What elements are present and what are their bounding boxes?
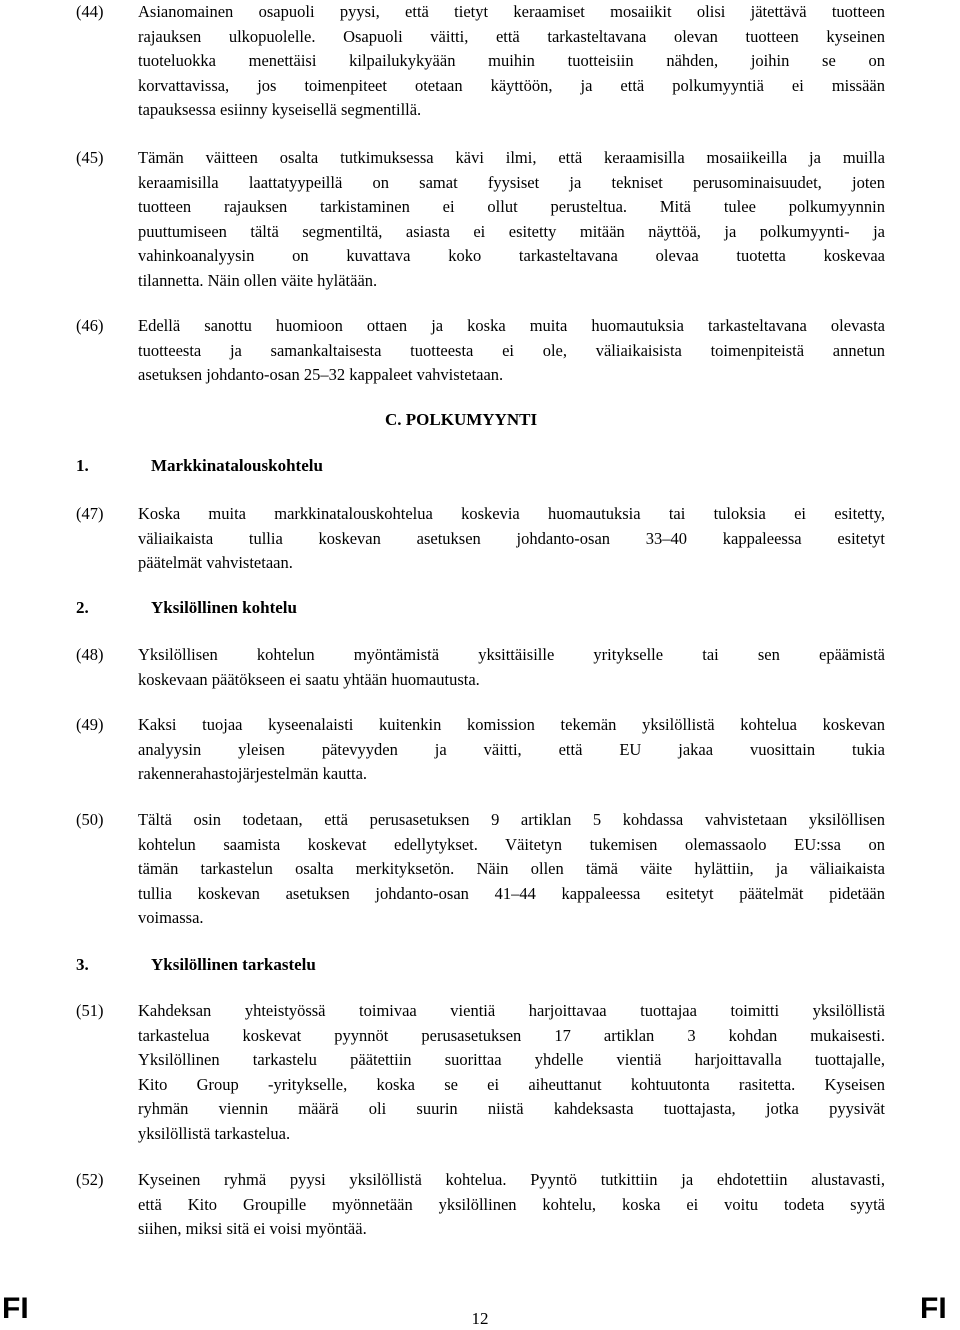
- text-line: Kito Group -yritykselle, koska se ei aiheuttanut kohtuutonta rasitetta. Kyseisen: [138, 1074, 885, 1094]
- paragraph-number: (51): [76, 1001, 104, 1020]
- paragraph-number: (45): [76, 148, 104, 167]
- paragraph-text: [138, 713, 885, 787]
- paragraph-45: [76, 146, 886, 294]
- paragraph-text: [138, 0, 885, 123]
- paragraph-48: [76, 643, 886, 693]
- paragraph-text: [138, 643, 885, 692]
- text-line: keraamisilla laattatyypeillä on samat fyysiset ja tekniset perusominaisuudet, joten: [138, 172, 885, 192]
- text-line: tilannetta. Näin ollen väite hylätään.: [138, 270, 378, 290]
- text-line: tapauksessa esiinny kyseisellä segmentillä.: [138, 100, 422, 119]
- text-line: Asianomainen osapuoli pyysi, että tietyt keraamiset mosaiikit olisi jätettävä tuotteen: [138, 2, 885, 21]
- text-line: ryhmän viennin määrä oli suurin niistä kahdeksasta tuottajasta, jotka pyysivät: [138, 1099, 885, 1118]
- heading-number: 2.: [76, 598, 89, 617]
- text-line: puuttumiseen tältä segmentiltä, asiasta ei esitetty mitään näyttöä, ja polkumyynti- ja: [138, 221, 885, 241]
- text-line: rajauksen ulkopuolelle. Osapuoli väitti, että tarkasteltavana olevan tuotteen kyseinen: [138, 26, 885, 46]
- text-line: Tämän väitteen osalta tutkimuksessa kävi ilmi, että keraamisilla mosaiikeilla ja muilla: [138, 148, 885, 167]
- paragraph-number: (48): [76, 645, 104, 664]
- heading-text: Yksilöllinen kohtelu: [151, 598, 297, 617]
- text-line: Kaksi tuojaa kyseenalaisti kuitenkin komission tekemän yksilöllistä kohtelua koskevan: [138, 715, 885, 734]
- text-line: Koska muita markkinatalouskohtelua koskevia huomautuksia tai tuloksia ei esitetty,: [138, 504, 885, 523]
- paragraph-50: [76, 808, 886, 932]
- text-line: tullia koskevan asetuksen johdanto-osan 41–44 kappaleessa esitetyt päätelmät pidetään: [138, 883, 885, 903]
- text-line: Kahdeksan yhteistyössä toimivaa vientiä harjoittavaa tuottajaa toimitti yksilöllistä: [138, 1001, 885, 1020]
- paragraph-51: [76, 999, 886, 1147]
- text-line: tämän tarkastelun osalta merkityksetön. Näin ollen tämä väite hylättiin, ja väliaikaista: [138, 859, 885, 878]
- page-number: 12: [471, 1309, 489, 1328]
- text-line: tarkastelua koskevat pyynnöt perusasetuksen 17 artiklan 3 kohdan mukaisesti.: [138, 1025, 885, 1045]
- paragraph-49: [76, 713, 886, 789]
- paragraph-number: (46): [76, 316, 104, 335]
- text-line: rakennerahastojärjestelmän kautta.: [138, 764, 368, 783]
- text-line: Tältä osin todetaan, että perusasetuksen 9 artiklan 5 kohdassa vahvistetaan yksilöllisen: [138, 810, 885, 829]
- paragraph-46: [76, 314, 886, 390]
- text-line: päätelmät vahvistetaan.: [138, 553, 293, 572]
- paragraph-text: [138, 808, 885, 931]
- paragraph-number: (49): [76, 715, 104, 734]
- paragraph-number: (47): [76, 504, 104, 523]
- heading-yksilollinen-tarkastelu: [76, 953, 576, 977]
- footer-language-right: FI: [920, 1292, 947, 1325]
- footer-language-left: FI: [2, 1292, 29, 1325]
- paragraph-text: [138, 1168, 885, 1242]
- paragraph-text: [138, 999, 885, 1146]
- text-line: korvattavissa, jos toimenpiteet otetaan käyttöön, ja että polkumyyntiä ei missään: [138, 75, 885, 95]
- paragraph-number: (44): [76, 2, 104, 21]
- text-line: siihen, miksi sitä ei voisi myöntää.: [138, 1219, 367, 1238]
- heading-yksilollinen-kohtelu: [76, 596, 576, 620]
- text-line: väliaikaista tullia koskevan asetuksen johdanto-osan 33–40 kappaleessa esitetyt: [138, 528, 885, 548]
- text-line: tuotteen rajauksen tarkistaminen ei ollut perusteltua. Mitä tulee polkumyynnin: [138, 197, 885, 216]
- paragraph-number: (50): [76, 810, 104, 829]
- text-line: tuoteluokka menettäisi kilpailukykyään muihin tuotteisiin nähden, joihin se on: [138, 51, 885, 70]
- section-title: C. POLKUMYYNTI: [385, 410, 538, 429]
- paragraph-text: [138, 502, 885, 576]
- text-line: analyysin yleisen pätevyyden ja väitti, että EU jakaa vuosittain tukia: [138, 739, 885, 759]
- paragraph-number: (52): [76, 1170, 104, 1189]
- text-line: Kyseinen ryhmä pyysi yksilöllistä kohtelua. Pyyntö tutkittiin ja ehdotettiin alustavasti,: [138, 1170, 885, 1189]
- text-line: tuotteesta ja samankaltaisesta tuotteesta ei ole, väliaikaisista toimenpiteistä annetun: [138, 340, 885, 360]
- paragraph-44: [76, 0, 886, 124]
- paragraph-47: [76, 502, 886, 578]
- text-line: kohtelun saamista koskevat edellytykset. Väitetyn tukemisen olemassaolo EU:ssa on: [138, 834, 885, 854]
- text-line: Edellä sanottu huomioon ottaen ja koska muita huomautuksia tarkasteltavana olevasta: [138, 316, 885, 335]
- text-line: asetuksen johdanto-osan 25–32 kappaleet vahvistetaan.: [138, 365, 504, 384]
- paragraph-text: [138, 146, 885, 293]
- text-line: vahinkoanalyysin on kuvattava koko tarkasteltavana olevaa tuotetta koskevaa: [138, 246, 885, 265]
- paragraph-52: [76, 1168, 886, 1244]
- heading-text: Markkinatalouskohtelu: [151, 456, 323, 475]
- paragraph-text: [138, 314, 885, 388]
- heading-markkinatalouskohtelu: [76, 454, 576, 478]
- text-line: Yksilöllinen tarkastelu päätettiin suorittaa yhdelle vientiä harjoittavalla tuottajalle,: [138, 1050, 885, 1069]
- text-line: yksilöllistä tarkastelua.: [138, 1123, 291, 1143]
- text-line: että Kito Groupille myönnetään yksilöllinen kohtelu, koska ei voitu todeta syytä: [138, 1194, 885, 1214]
- text-line: koskevaan päätökseen ei saatu yhtään huomautusta.: [138, 669, 480, 689]
- heading-number: 3.: [76, 955, 89, 974]
- text-line: voimassa.: [138, 908, 204, 927]
- text-line: Yksilöllisen kohtelun myöntämistä yksittäisille yritykselle tai sen epäämistä: [138, 645, 885, 664]
- heading-text: Yksilöllinen tarkastelu: [151, 955, 316, 974]
- heading-number: 1.: [76, 456, 89, 475]
